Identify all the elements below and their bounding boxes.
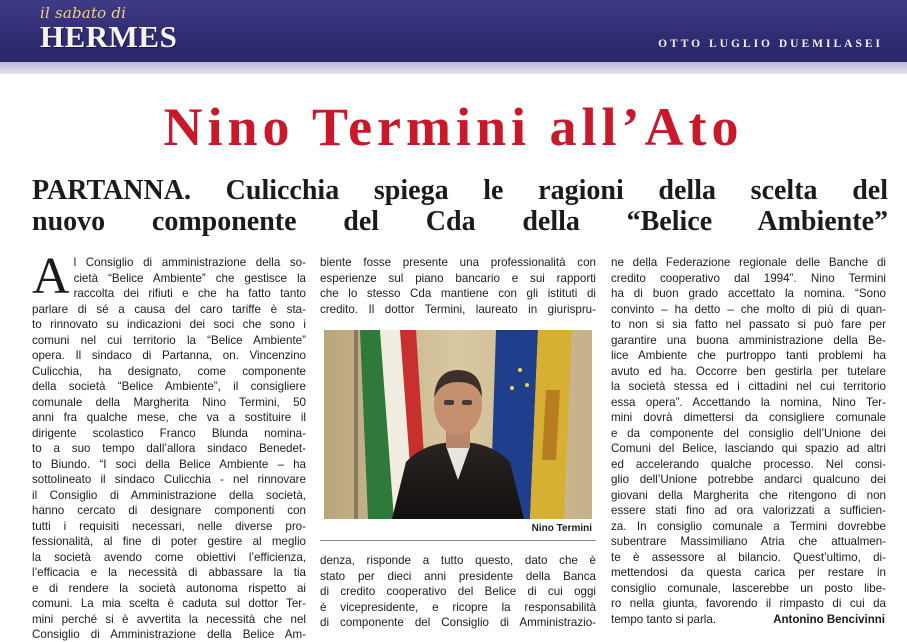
text-line: lice Ambiente che purtroppo tanti problemi ha — [611, 349, 886, 362]
text-line: ed accelerando qualche processo. Nel consi- — [611, 457, 886, 471]
text-line: glio dell’Unione potrebbe andarci qualcuno dei — [611, 473, 886, 486]
text-line: e da componente del consiglio dell’Unione dei — [611, 426, 886, 440]
text-line: to a suo tempo dall’allora sindaco Benedet- — [32, 442, 306, 455]
text-line: esperienze sul piano bancario e sui rapporti — [320, 271, 596, 285]
subhead-line: nuovo componente del Cda della “Belice Ambiente” — [32, 206, 888, 237]
text-line: comuni nel cui territorio la “Belice Ambiente” — [32, 333, 306, 347]
text-line: raccolta dei rifiuti e che ha fatto tanto — [73, 287, 306, 300]
text-line: fessionalità, al fine di poter gestire al meglio — [32, 535, 306, 548]
text-line: comunale della Margherita Nino Termini, 50 — [32, 395, 306, 409]
issue-date: OTTO LUGLIO DUEMILASEI — [658, 38, 883, 50]
article-column-2-continued — [320, 553, 596, 631]
text-line: ha di buon grado accettato la nomina. “Sono — [611, 287, 886, 300]
text-line: l’efficacia e la necessità di abbassare la tia — [32, 566, 306, 579]
text-line: la società avendo come obiettivi l’efficienza, — [32, 550, 306, 564]
text-line: l Consiglio di amministrazione della so- — [73, 256, 306, 269]
text-line: che lo stesso Cda mantiene con gli istituti di — [320, 287, 596, 300]
text-line: hanno cercato di designare componenti con — [32, 504, 306, 517]
text-line: essere stati fino ad ora valorizzati a sufficien- — [611, 504, 886, 517]
text-line: opera. Il sindaco di Partanna, on. Vincenzino — [32, 349, 306, 362]
text-line: denza, risponde a tutto questo, dato che è — [320, 554, 596, 567]
text-line: stato per dieci anni presidente della Banca — [320, 569, 596, 583]
text-line: consiglio comunale, lascerebbe un posto libe- — [611, 581, 886, 595]
masthead — [0, 0, 907, 62]
masthead-logo: HERMES — [40, 19, 178, 54]
masthead-supertitle: il sabato di — [40, 4, 127, 22]
text-line: te è assessore al bilancio. Quest’ultimo, di- — [611, 550, 886, 564]
article-column-1 — [32, 248, 306, 642]
text-line: subentrare Massimiliano Atria che attualmen- — [611, 535, 886, 548]
text-line: mini dovrà dimettersi da consigliere comunale — [611, 411, 886, 424]
text-line: cietà “Belice Ambiente” che gestisce la — [73, 271, 306, 285]
text-line: dirigente scolastico Franco Blunda nomina- — [32, 426, 306, 440]
text-line: mettendosi da questa carica per restare in — [611, 566, 886, 579]
text-line: to rinnovato su indicazioni dei soci che sono i — [32, 318, 306, 331]
text-line: della società “Belice Ambiente”, il consigliere — [32, 380, 306, 393]
text-line: za. In consiglio comunale a Termini dovrebbe — [611, 519, 886, 533]
text-line: è vicepresidente, e ricopre la responsabilità — [320, 600, 596, 614]
text-line: convinto – ha detto – che molto di più di quan- — [611, 302, 886, 316]
text-line: sottolineato il sindaco Culicchia - nel rinnovare — [32, 473, 306, 486]
article-byline: Antonino Bencivinni — [773, 614, 885, 626]
text-line: mini perché si è avvertita la necessità che nel — [32, 612, 306, 626]
portrait-illustration — [324, 330, 592, 519]
text-line: Consiglio di Amministrazione della Belice Am- — [32, 628, 306, 641]
text-line: essa opera”. Accettando la nomina, Nino Ter- — [611, 395, 886, 409]
article-headline: Nino Termini all’Ato — [163, 97, 744, 157]
text-line: giovani della Margherita che ritengono di non — [611, 488, 886, 502]
text-line: credito cooperativo dal 1994”. Nino Termini — [611, 271, 886, 285]
article-column-3 — [611, 255, 886, 627]
text-line: to non si sia fatto nel passato si può fare per — [611, 318, 886, 331]
subhead-line: PARTANNA. Culicchia spiega le ragioni della scelta del — [32, 175, 888, 206]
article-subhead — [32, 175, 888, 237]
text-line: avuto ed ha. Occorre ben gestirla per tutelare — [611, 364, 886, 378]
text-line: di componente del Consiglio di Amministrazio- — [320, 616, 596, 629]
text-line: di credito cooperativo del Belice di cui oggi — [320, 585, 596, 598]
text-line: anni fra qualche mese, che va a sostituire il — [32, 411, 306, 424]
article-column-2 — [320, 255, 596, 317]
text-line: credito. Il dottor Termini, laureato in giurispru- — [320, 302, 596, 316]
text-line: biente fosse presente una professionalità con — [320, 256, 596, 269]
caption-rule — [320, 540, 596, 541]
text-line: parlare di sé a causa del caro tariffe è sta- — [32, 302, 306, 316]
masthead-rule — [0, 62, 907, 74]
text-line: garantire una buona amministrazione della Be- — [611, 333, 886, 347]
portrait-photo — [324, 330, 592, 519]
text-line: ne della Federazione regionale delle Banche di — [611, 256, 886, 269]
text-line: il Consiglio di Amministrazione della società, — [32, 488, 306, 502]
text-line: tempo tanto si parla. — [611, 612, 717, 626]
text-line: ro nella giunta, favorendo il rimpasto di cui da — [611, 597, 886, 610]
text-line: la società stessa ed i cittadini nel cui territorio — [611, 380, 886, 393]
photo-caption: Nino Termini — [531, 523, 592, 534]
article-photo-frame — [320, 325, 596, 545]
text-line: comuni. La mia scelta è caduta sul dottor Ter- — [32, 597, 306, 610]
text-line: Culicchia, ha designato, come componente — [32, 364, 306, 378]
drop-cap: A — [32, 248, 70, 305]
text-line: to Biundo. “I soci della Belice Ambiente – ha — [32, 457, 306, 471]
text-line: e di rendere la società autonoma rispetto ai — [32, 581, 306, 595]
text-line: tutti i requisiti necessari, nelle diverse pro- — [32, 519, 306, 533]
text-line: Comuni del Belice, lasciando qui spazio ad altri — [611, 442, 886, 455]
